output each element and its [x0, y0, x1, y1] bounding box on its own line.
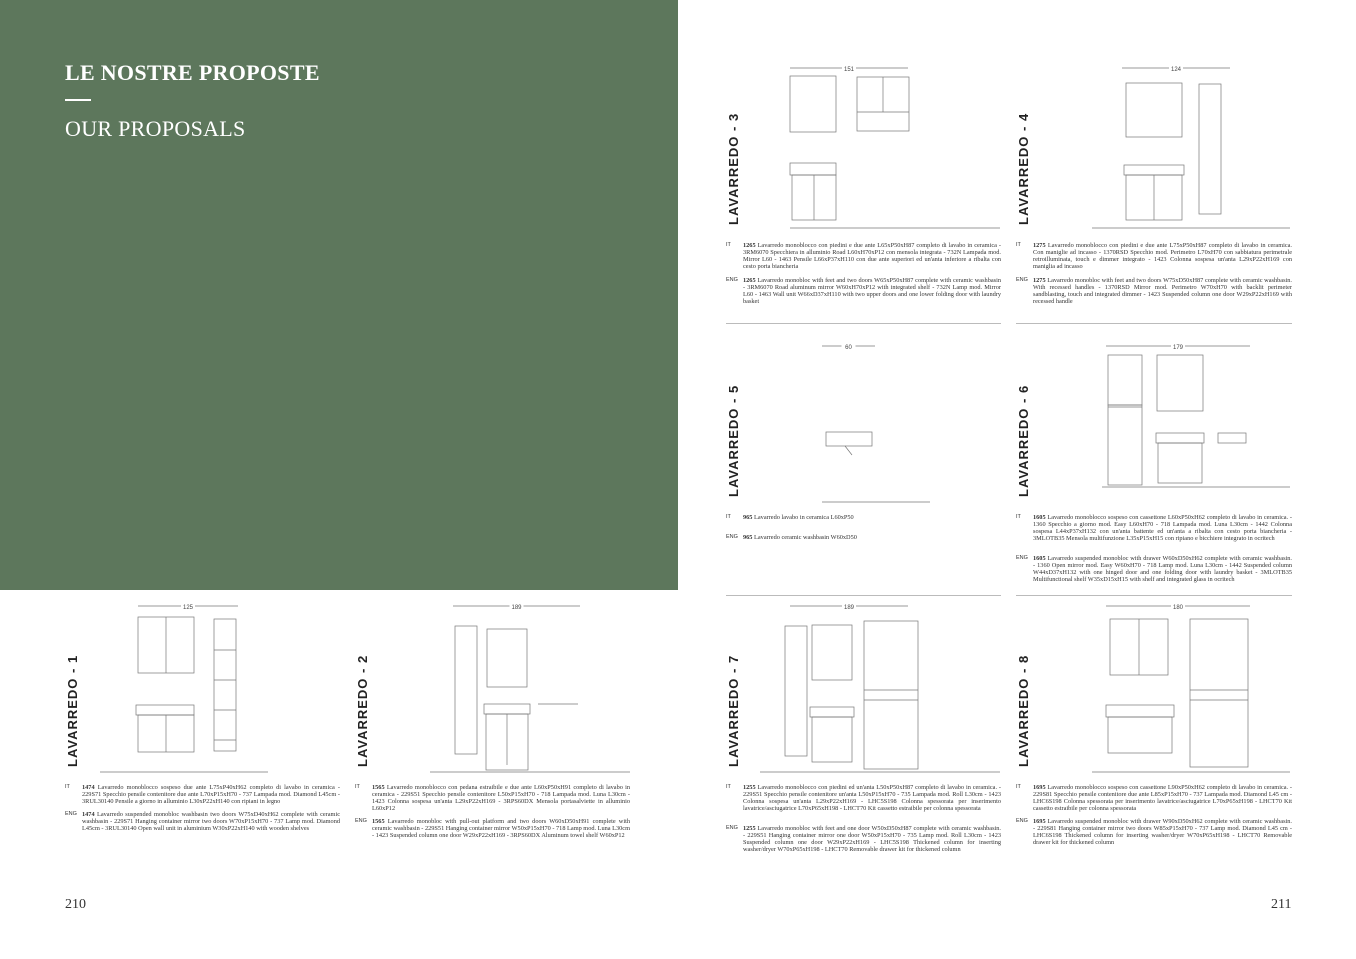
- dimension-label: 189: [843, 605, 855, 611]
- description-en: [1033, 818, 1292, 846]
- product-code: 1565: [372, 784, 385, 791]
- description-text: Lavarredo monoblocco sospeso due ante L75xP40xH62 completo di lavabo in ceramica - 229S71 Specchio pensile contenitore due ante L70xP15xH70 - 737 Lampada mod. Diamond L45cm - 3RUL30140 Pensile a giorno in alluminio L30xP22xH140 con ripiani in legno: [82, 784, 340, 805]
- product-code: 1474: [82, 811, 95, 818]
- washbasin-top: [1106, 705, 1174, 717]
- multifunction-shelf: [1218, 433, 1246, 443]
- description-it: [743, 514, 1001, 521]
- description-en: [372, 818, 630, 839]
- washbasin-top: [1124, 165, 1184, 175]
- washbasin-top: [1156, 433, 1204, 443]
- description-en: [743, 277, 1001, 305]
- dimension-label: 60: [845, 345, 852, 351]
- mirror-cabinet: [487, 629, 527, 687]
- description-en: [82, 811, 340, 832]
- section-divider: [726, 323, 1001, 324]
- description-text: Lavarredo monobloc with feet and two doors W75xD50xH87 complete with ceramic washbasin. With recessed handles - 1370RSD Mirror mod. Perimetro W70xH70 with backlit perimeter sandblasting, touch and integrated dimmer - 1423 Suspended column one door W29xP22xH169 with recessed handle: [1033, 277, 1292, 305]
- page-subtitle: OUR PROPOSALS: [65, 116, 246, 141]
- product-code: 1265: [743, 242, 756, 249]
- panel-label-lavarredo-6: LAVARREDO - 6: [1016, 384, 1031, 497]
- panel-label-lavarredo-4: LAVARREDO - 4: [1016, 112, 1031, 225]
- lang-label-en: ENG: [65, 811, 77, 817]
- lang-label-it: IT: [726, 784, 731, 790]
- lang-label-it: IT: [1016, 242, 1021, 248]
- description-text: Lavarredo lavabo in ceramica L60xP50: [754, 514, 854, 521]
- lang-label-it: IT: [355, 784, 360, 790]
- dimension-label: 151: [843, 67, 855, 73]
- description-it: [1033, 242, 1292, 270]
- lang-label-en: ENG: [1016, 555, 1028, 561]
- product-code: 1605: [1033, 514, 1046, 521]
- tall-column: [455, 626, 477, 754]
- lang-label-en: ENG: [726, 534, 738, 540]
- drawer-unit: [1158, 443, 1202, 483]
- lang-label-it: IT: [726, 514, 731, 520]
- section-divider: [1016, 323, 1292, 324]
- description-it: [1033, 514, 1292, 542]
- open-shelf-unit: [214, 619, 236, 751]
- dimension-label: 180: [1172, 605, 1184, 611]
- description-text: Lavarredo suspended monobloc with drawer W60xD50xH62 complete with ceramic washbasin. - 1360 Open mirror mod. Easy W60xH70 - 718 Lamp mod. Luna L30cm - 1442 Suspended column W44xD37xH132 with one hinged door and one folding door with laundry basket - 3MLOTB35 Multifunctional shelf W35xD15xH15 with shelf and integrated glass in ocritech: [1033, 555, 1293, 583]
- ceramic-washbasin: [826, 432, 872, 446]
- column-upper: [1108, 355, 1142, 405]
- product-code: 1265: [743, 277, 756, 284]
- lang-label-it: IT: [65, 784, 70, 790]
- washer-column: [1190, 619, 1248, 767]
- description-it: [1033, 784, 1292, 812]
- product-code: 1275: [1033, 242, 1046, 249]
- section-divider: [726, 595, 1001, 596]
- description-it: [82, 784, 340, 805]
- description-text: Lavarredo monoblocco con piedini ed un'anta L50xP50xH87 completo di lavabo in ceramica. - 229S51 Specchio pensile contenitore un'anta L50xP15xH70 - 735 Lampada mod. Roll L30cm - 1423 Colonna sospesa un'anta L29xP22xH169 - LHC5S198 Colonna spessorata per inserimento lavatrice/asciugatrice L70xP65xH198 - LHCT70 Kit cassetto estraibile per colonna spessorata: [743, 784, 1001, 812]
- dimension-label: 179: [1172, 345, 1184, 351]
- page-title: LE NOSTRE PROPOSTE: [65, 60, 320, 85]
- description-text: Lavarredo suspended monobloc washbasin two doors W75xD40xH62 complete with ceramic washbasin - 229S71 Hanging container mirror two doors W70xP15xH70 - 737 Lamp mod. Diamond L45cm - 3RUL30140 Open wall unit in aluminium W30xP22xH140 with wooden shelves: [82, 811, 341, 832]
- tall-column: [1199, 84, 1221, 214]
- washbasin-top: [790, 163, 836, 175]
- description-text: Lavarredo monoblocco sospeso con cassettone L90xP50xH62 completo di lavabo in ceramica. - 229S81 Specchio pensile contenitore due ante L85xP15xH70 - 737 Lampada mod. Diamond L45 cm - LHC6S198 Colonna spessorata per inserimento lavatrice/asciugatrice L70xP65xH198 - LHCT70 Kit cassetto estraibile per colonna spessorata: [1033, 784, 1292, 812]
- washbasin-top: [136, 705, 194, 715]
- product-code: 1255: [743, 784, 756, 791]
- product-code: 1474: [82, 784, 95, 791]
- dimension-label: 125: [182, 605, 194, 611]
- lang-label-en: ENG: [1016, 277, 1028, 283]
- panel-label-lavarredo-1: LAVARREDO - 1: [65, 654, 80, 767]
- lang-label-en: ENG: [1016, 818, 1028, 824]
- product-code: 1255: [743, 825, 756, 832]
- product-code: 1565: [372, 818, 385, 825]
- panel-label-lavarredo-8: LAVARREDO - 8: [1016, 654, 1031, 767]
- description-text: Lavarredo monoblocco con pedana estraibile e due ante L60xP50xH91 completo di lavabo in ceramica - 229S51 Specchio pensile contenitore L50xP15xH70 - 718 Lampada mod. Luna L30cm - 1423 Colonna sospesa un'anta L29xP22xH169 - 3RPS60DX Mensola portasalviette in alluminio L60xP12: [372, 784, 631, 812]
- lang-label-en: ENG: [355, 818, 367, 824]
- washbasin-top: [810, 707, 854, 717]
- mirror: [1126, 83, 1182, 137]
- lang-label-en: ENG: [726, 277, 738, 283]
- page-number-left: 210: [65, 897, 86, 912]
- description-en: [1033, 277, 1292, 305]
- section-divider: [1016, 595, 1292, 596]
- panel-label-lavarredo-2: LAVARREDO - 2: [355, 654, 370, 767]
- mirror: [1157, 355, 1203, 411]
- lang-label-it: IT: [726, 242, 731, 248]
- description-text: Lavarredo monoblocco sospeso con cassettone L60xP50xH62 completo di lavabo in ceramica. - 1360 Specchio a giorno mod. Easy L60xH70 - 718 Lampada mod. Luna L30cm - 1442 Colonna sospesa L44xP37xH132 con un'anta battente ed un'anta a ribalta con cesto porta biancheria - 3MLOTB35 Mensola multifunzione L35xP15xH15 con ripiano e bicchiere integrato in ocritech: [1033, 514, 1292, 542]
- dimension-label: 124: [1170, 67, 1182, 73]
- lang-label-it: IT: [1016, 784, 1021, 790]
- description-en: [743, 534, 1001, 541]
- panel-label-lavarredo-3: LAVARREDO - 3: [726, 112, 741, 225]
- page-number-right: 211: [1271, 897, 1292, 912]
- lang-label-en: ENG: [726, 825, 738, 831]
- lang-label-it: IT: [1016, 514, 1021, 520]
- panel-label-lavarredo-5: LAVARREDO - 5: [726, 384, 741, 497]
- product-code: 965: [743, 534, 753, 541]
- panel-label-lavarredo-7: LAVARREDO - 7: [726, 654, 741, 767]
- mirror-cabinet: [812, 625, 852, 680]
- product-code: 1695: [1033, 818, 1046, 825]
- description-it: [372, 784, 630, 812]
- description-it: [743, 242, 1001, 270]
- column-lower: [1108, 405, 1142, 485]
- description-text: Lavarredo monobloc with feet and two doors W65xP50xH87 complete with ceramic washbasin - 3RM6070 Road aluminum mirror W60xH70xP12 with integrated shelf - 732N Lamp mod. Mirror L60 - 1463 Wall unit W66xD37xH110 with two upper doors and one lower folding door with laundry basket: [743, 277, 1001, 305]
- washer-column: [864, 621, 918, 769]
- description-en: [1033, 555, 1292, 583]
- drawer-unit: [1108, 717, 1172, 753]
- base-cabinet: [812, 717, 852, 762]
- description-text: Lavarredo monobloc with pull-out platform and two doors W60xD50xH91 complete with ceramic washbasin - 229S51 Hanging container mirror W50xP15xH70 - 718 Lamp mod. Luna L30cm - 1423 Suspended column one door W29xP22xH169 - 3RPS60DX Aluminum towel shelf W60xP12: [372, 818, 631, 839]
- product-code: 1605: [1033, 555, 1046, 562]
- tall-column: [785, 626, 807, 756]
- description-text: Lavarredo monoblocco con piedini e due ante L75xP50xH87 completo di lavabo in ceramica. Con maniglie ad incasso - 1370RSD Specchio mod. Perimetro L70xH70 con sabbiatura perimetrale retroilluminata, touch e dimmer integrato - 1423 Colonna sospesa un'anta L29xP22xH169 con maniglia ad incasso: [1033, 242, 1293, 270]
- product-code: 965: [743, 514, 753, 521]
- description-text: Lavarredo ceramic washbasin W60xD50: [754, 534, 857, 541]
- mirror: [790, 76, 836, 132]
- description-it: [743, 784, 1001, 812]
- description-text: Lavarredo suspended monobloc with drawer W90xD50xH62 complete with ceramic washbasin. - 229S81 Hanging container mirror two doors W85xP15xH70 - 737 Lamp mod. Diamond L45 cm - LHC6S198 Thickened column for inserting washer/dryer W70xP65xH198 - LHCT70 Removable drawer kit for thickened column: [1033, 818, 1293, 846]
- product-code: 1275: [1033, 277, 1046, 284]
- description-en: [743, 825, 1001, 853]
- description-text: Lavarredo monoblocco con piedini e due ante L65xP50xH87 completo di lavabo in ceramica - 3RM6070 Specchiera in alluminio Road L60xH70xP12 con mensola integrata - 732N Lampada mod. Mirror L60 - 1463 Pensile L66xP37xH110 con due ante superiori ed un'anta inferiore a ribalta con cesto porta biancheria: [743, 242, 1001, 270]
- dimension-label: 189: [511, 605, 522, 611]
- washbasin-top: [484, 704, 530, 714]
- description-text: Lavarredo monobloc with feet and one door W50xD50xH87 complete with ceramic washbasin. - 229S51 Hanging container mirror one door W50xP15xH70 - 735 Lamp mod. Roll L30cm - 1423 Suspended column one door W29xP22xH169 - LHC5S198 Thickened column for inserting washer/dryer W70xP65xH198 - LHCT70 Removable drawer kit for thickened column: [743, 825, 1002, 853]
- drain-pipe: [845, 446, 852, 455]
- product-code: 1695: [1033, 784, 1046, 791]
